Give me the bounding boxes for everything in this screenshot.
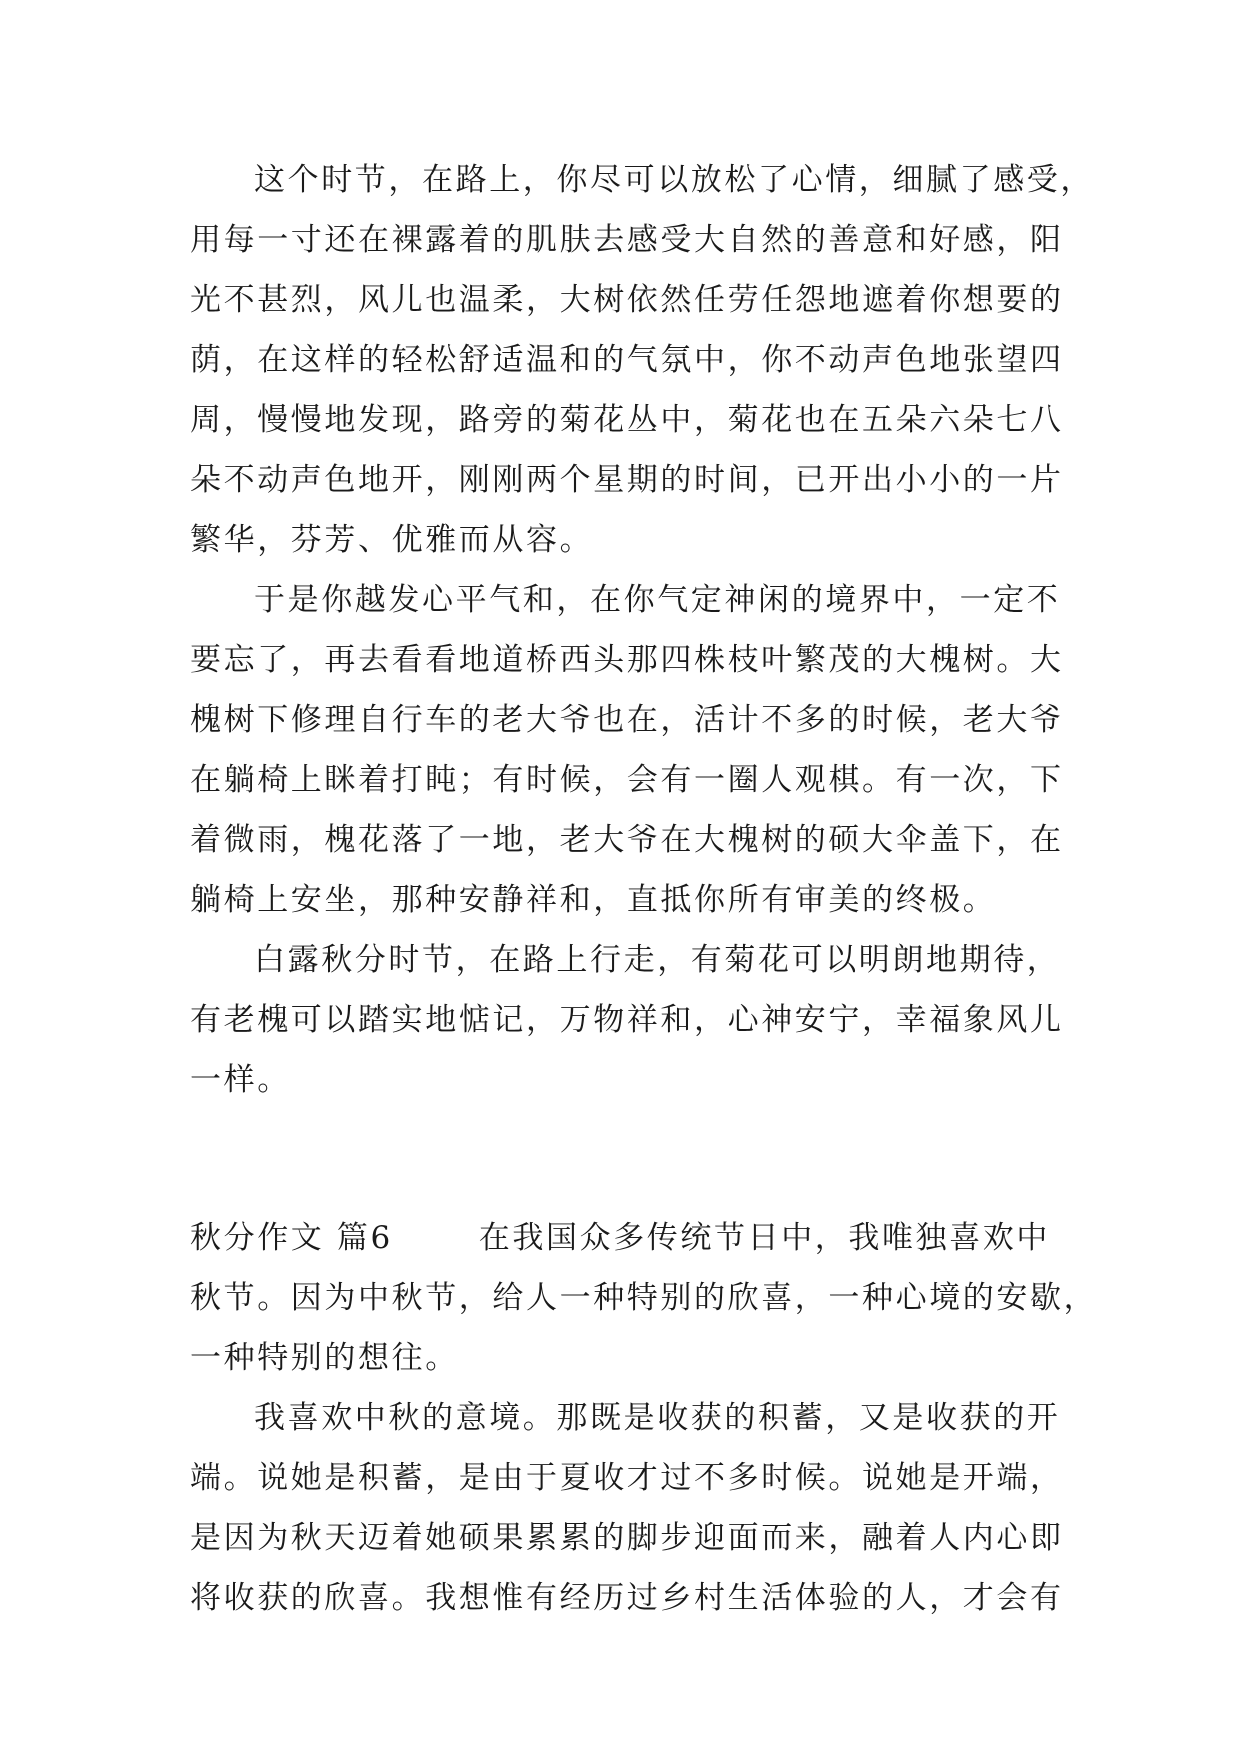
paragraph-line: 于是你越发心平气和，在你气定神闲的境界中，一定不: [254, 582, 1061, 618]
paragraph-line: 周，慢慢地发现，路旁的菊花丛中，菊花也在五朵六朵七八: [190, 402, 1064, 438]
paragraph-line: 繁华，芬芳、优雅而从容。: [190, 522, 594, 558]
section-title: 秋分作文 篇6: [190, 1220, 393, 1256]
paragraph-line: 端。说她是积蓄，是由于夏收才过不多时候。说她是开端，: [190, 1460, 1064, 1496]
paragraph-line: 一种特别的想往。: [190, 1340, 459, 1376]
paragraph-line: 要忘了，再去看看地道桥西头那四株枝叶繁茂的大槐树。大: [190, 642, 1064, 678]
paragraph-line: 我喜欢中秋的意境。那既是收获的积蓄，又是收获的开: [254, 1400, 1061, 1436]
paragraph-line: 将收获的欣喜。我想惟有经历过乡村生活体验的人，才会有: [190, 1580, 1064, 1616]
paragraph-line: 躺椅上安坐，那种安静祥和，直抵你所有审美的终极。: [190, 882, 997, 918]
paragraph-line: 白露秋分时节，在路上行走，有菊花可以明朗地期待，: [254, 942, 1061, 978]
paragraph-2: [190, 580, 1064, 940]
paragraph-line: 在我国众多传统节日中，我唯独喜欢中: [478, 1220, 1050, 1256]
paragraph-line: 荫，在这样的轻松舒适温和的气氛中，你不动声色地张望四: [190, 342, 1064, 378]
paragraph-line: 槐树下修理自行车的老大爷也在，活计不多的时候，老大爷: [190, 702, 1064, 738]
section-heading-line: [190, 1218, 1050, 1278]
paragraph-line: 朵不动声色地开，刚刚两个星期的时间，已开出小小的一片: [190, 462, 1064, 498]
paragraph-line: 一样。: [190, 1062, 291, 1098]
paragraph-line: 在躺椅上眯着打盹；有时候，会有一圈人观棋。有一次，下: [190, 762, 1064, 798]
paragraph-line: 光不甚烈，风儿也温柔，大树依然任劳任怨地遮着你想要的: [190, 282, 1064, 318]
section-spacer: [190, 1120, 1050, 1218]
paragraph-line: 秋节。因为中秋节，给人一种特别的欣喜，一种心境的安歇，: [190, 1280, 1098, 1316]
section-heading-paragraph: [190, 1218, 1098, 1398]
paragraph-line: 是因为秋天迈着她硕果累累的脚步迎面而来，融着人内心即: [190, 1520, 1064, 1556]
paragraph-line: 着微雨，槐花落了一地，老大爷在大槐树的硕大伞盖下，在: [190, 822, 1064, 858]
document-body: [190, 160, 1098, 1638]
paragraph-line: 用每一寸还在裸露着的肌肤去感受大自然的善意和好感，阳: [190, 222, 1064, 258]
paragraph-line: 有老槐可以踏实地惦记，万物祥和，心神安宁，幸福象风儿: [190, 1002, 1064, 1038]
paragraph-3: [190, 940, 1064, 1120]
paragraph-1: [190, 160, 1094, 580]
paragraph-line: 这个时节，在路上，你尽可以放松了心情，细腻了感受，: [254, 162, 1094, 198]
paragraph-5: [190, 1398, 1064, 1638]
